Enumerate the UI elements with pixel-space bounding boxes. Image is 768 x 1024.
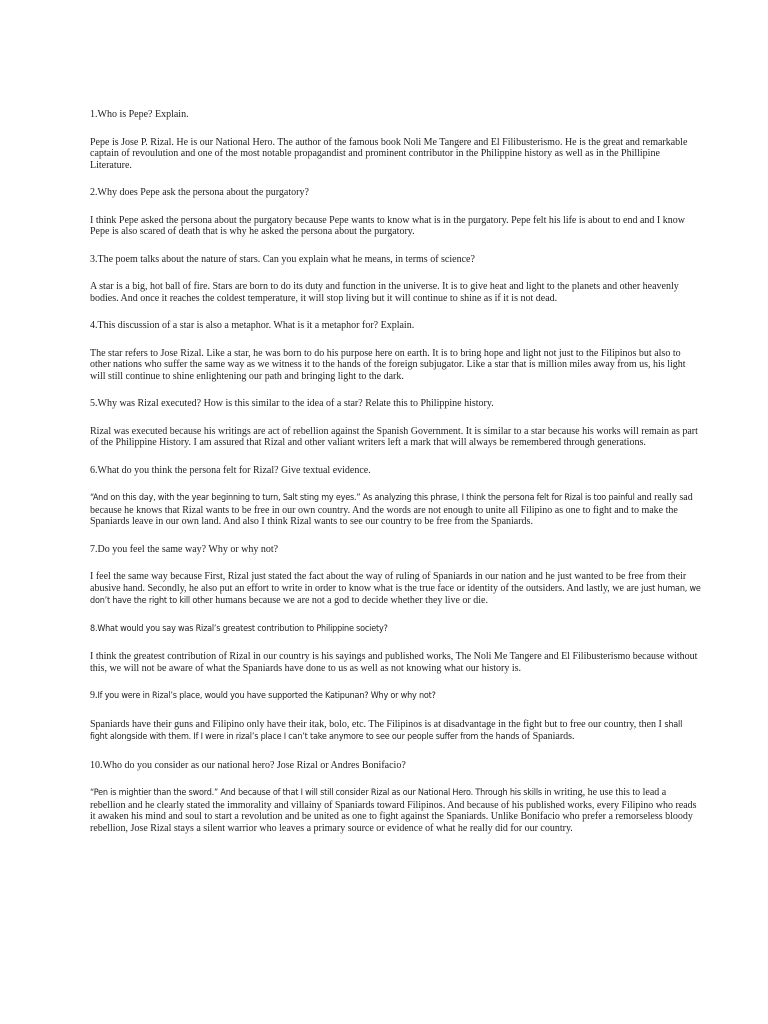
answer-10 (90, 787, 702, 834)
answer-6-text: and really sad because he knows that Rizal wants to be free in our own country. And the words are not enough to unite all Filipino as one to fight and to make the Spaniards leave in our own land. And also I think Rizal wants to see our country to be free from the Spaniards. (90, 492, 693, 527)
answer-7-text-end: er humans because we are not a god to decide whether they live or die. (205, 595, 488, 606)
qa-block-9 (90, 690, 702, 744)
answer-10-text: writing, he use this to lead a rebellion and he clearly stated the immorality and villainy of Spaniards toward Filipinos. And because of his published works, every Filipino who reads it awaken his mind and soul to start a revolution and be united as one to fight against the Spaniards. Unlike Bonifacio who prefer a remorseless bloody rebellion, Jose Rizal stays a silent warrior who leaves a primary source or evidence of what he really did for our country. (90, 787, 697, 834)
answer-8: I think the greatest contribution of Rizal in our country is his sayings and published works, The Noli Me Tangere and El Filibusterismo because without this, we will not be aware of what the Spaniards have done to us as well as not knowing what our history is. (90, 651, 698, 674)
answer-5: Rizal was executed because his writings are act of rebellion against the Spanish Government. It is similar to a star because his works will remain as part of the Philippine History. I am assured that Rizal and other valiant writers left a mark that will always be remembered through generations. (90, 425, 698, 448)
answer-6 (90, 492, 702, 528)
answer-4: The star refers to Jose Rizal. Like a star, he was born to do his purpose here on earth. It is to bring hope and light not just to the Filipinos but also to other nations who suffer the same way as we witness it to the hands of the foreign subjugator. Like a star that is million miles away from us, his light will still continue to shine enlightening our path and bringing light to the dark. (90, 347, 686, 382)
qa-block-1 (90, 109, 702, 171)
question-5: 5.Why was Rizal executed? How is this similar to the idea of a star? Relate this to Philippine history. (90, 398, 494, 409)
question-3: 3.The poem talks about the nature of stars. Can you explain what he means, in terms of science? (90, 253, 475, 265)
qa-block-3 (90, 254, 702, 305)
qa-block-6 (90, 465, 702, 528)
qa-block-10 (90, 760, 702, 835)
question-9-text: If you were in Rizal’s place, would you have supported the Katipunan? Why or why not? (97, 691, 436, 701)
answer-9-alt-text: shall fight alongside with them. If I were in rizal’s place I can’t take anymore to see our people suffer from the hands (90, 719, 683, 742)
document-page (90, 109, 702, 850)
question-2: 2.Why does Pepe ask the persona about the purgatory? (90, 187, 309, 198)
question-6: 6.What do you think the persona felt for Rizal? Give textual evidence. (90, 464, 371, 476)
answer-6-quote: “And on this day, with the year beginning to turn, Salt sting my eyes.” As analyzing this phrase, I think the persona felt for Rizal is too painful (90, 493, 635, 503)
question-1: 1.Who is Pepe? Explain. (90, 109, 189, 120)
answer-10-quote: “Pen is mightier than the sword.” And because of that I will still consider Rizal as our National Hero. Through his skills in (90, 788, 552, 798)
answer-2: I think Pepe asked the persona about the purgatory because Pepe wants to know what is in the purgatory. Pepe felt his life is about to end and I know Pepe is also scared of death that is why he asked the persona about the purgatory. (90, 214, 685, 237)
qa-block-8 (90, 624, 702, 675)
answer-9-text-start: Spaniards have their guns and Filipino only have their itak, bolo, etc. The Filipinos is at disadvantage in the fight but to free our country, then I (90, 718, 665, 730)
answer-9-text-end: of Spaniards. (519, 731, 575, 742)
qa-block-7 (90, 544, 702, 608)
question-9 (90, 690, 702, 703)
answer-3: A star is a big, hot ball of fire. Stars are born to do its duty and function in the universe. It is to give heat and light to the planets and other heavenly bodies. And once it reaches the coldest temperature, it will stop living but it will continue to shine as if it is not dead. (90, 281, 679, 304)
answer-9 (90, 719, 702, 744)
qa-block-5 (90, 398, 702, 449)
answer-7-text-start: I feel the same way because First, Rizal just stated the fact about the way of ruling of Spaniards in our nation and he just wanted to be free from their abusive hand. Secondly, he also put an effort to write in order to know what is the true face or identity of the outsiders. And lastly, we are (90, 571, 687, 594)
answer-7-alt-text: just human, we don’t have the right to kill oth (90, 583, 701, 606)
qa-block-4 (90, 320, 702, 382)
qa-block-2 (90, 187, 702, 238)
question-4: 4.This discussion of a star is also a metaphor. What is it a metaphor for? Explain. (90, 320, 415, 331)
question-10: 10.Who do you consider as our national hero? Jose Rizal or Andres Bonifacio? (90, 759, 406, 771)
question-7: 7.Do you feel the same way? Why or why not? (90, 543, 279, 555)
answer-7 (90, 571, 702, 608)
question-8: 8.What would you say was Rizal’s greatest contribution to Philippine society? (90, 623, 388, 634)
answer-1: Pepe is Jose P. Rizal. He is our National Hero. The author of the famous book Noli Me Tangere and El Filibusterismo. He is the great and remarkable captain of revoulution and one of the most notable propagandist and prominent contributor in the Philippine history as well as in the Phillipine Literature. (90, 136, 688, 171)
question-9-number: 9. (90, 690, 98, 701)
